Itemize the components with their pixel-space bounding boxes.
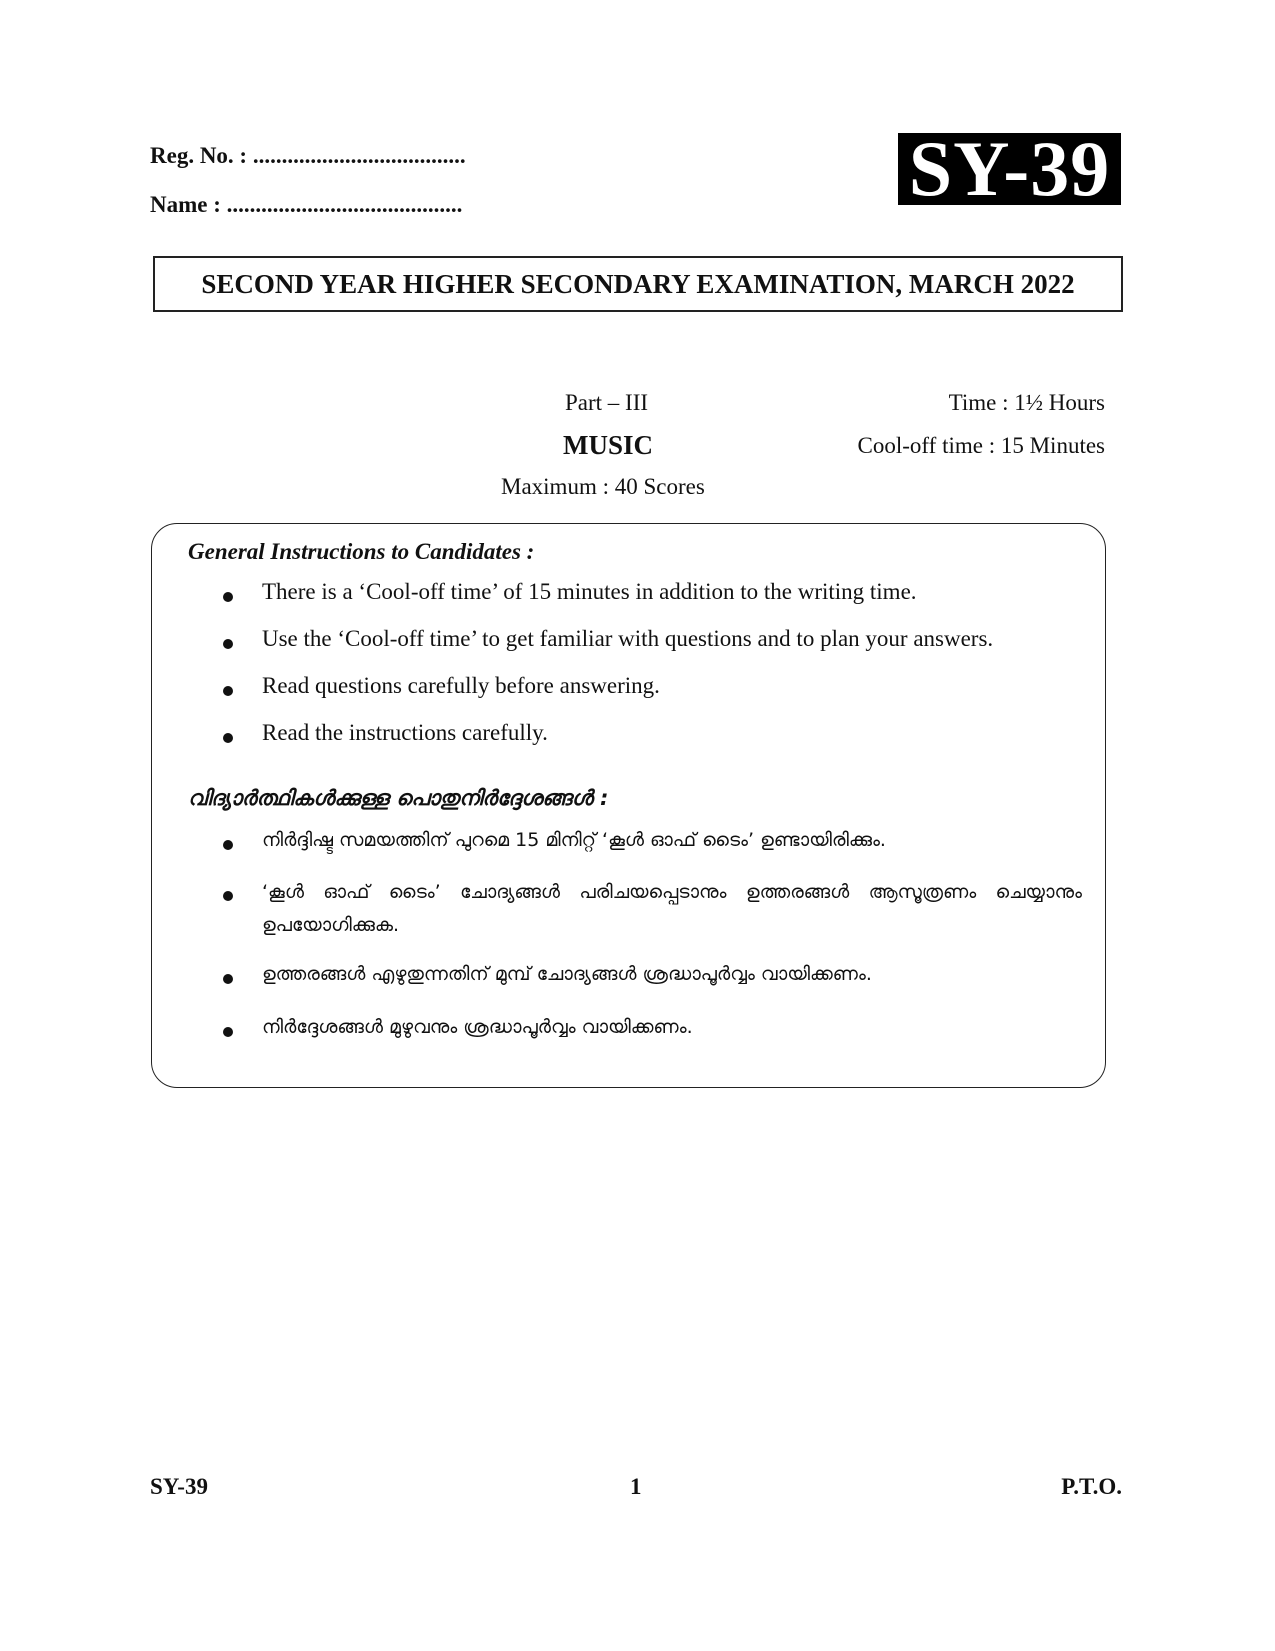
instruction-item-en: Read questions carefully before answering. — [262, 673, 660, 698]
bullet-icon — [223, 592, 233, 602]
subject-title: MUSIC — [563, 430, 654, 460]
instruction-item-ml: നിർദ്ദിഷ്ട സമയത്തിന് പുറമെ 15 മിനിറ്റ് ‘കൂൾ ഓഫ് ടൈം’ ഉണ്ടായിരിക്കും. — [262, 829, 886, 851]
part-label: Part – III — [565, 390, 649, 415]
time-allowed: Time : 1½ Hours — [948, 390, 1105, 415]
instruction-item-en: Use the ‘Cool-off time’ to get familiar with questions and to plan your answers. — [262, 626, 994, 651]
please-turn-over: P.T.O. — [1061, 1474, 1122, 1499]
reg-no-field: Reg. No. : ..................................... — [150, 143, 466, 168]
instructions-heading-malayalam: വിദ്യാർത്ഥികൾക്കുള്ള പൊതുനിർദ്ദേശങ്ങൾ : — [188, 786, 609, 810]
footer-paper-code: SY-39 — [150, 1474, 208, 1499]
bullet-icon — [223, 639, 233, 649]
paper-code-badge: SY-39 — [898, 133, 1121, 205]
name-field: Name : ......................................... — [150, 192, 463, 217]
instruction-item-ml: നിർദ്ദേശങ്ങൾ മുഴുവനും ശ്രദ്ധാപൂർവ്വം വായിക്കണം. — [262, 1016, 693, 1038]
max-score: Maximum : 40 Scores — [501, 474, 705, 499]
instructions-heading-english: General Instructions to Candidates : — [188, 539, 535, 564]
instruction-item-ml: ‘കൂൾ ഓഫ് ടൈം’ ചോദ്യങ്ങൾ പരിചയപ്പെടാനും ഉത്തരങ്ങൾ ആസൂത്രണം ചെയ്യാനും ഉപയോഗിക്കുക. — [262, 881, 1082, 936]
bullet-icon — [223, 974, 233, 984]
bullet-icon — [223, 891, 233, 901]
cooloff-time: Cool-off time : 15 Minutes — [857, 433, 1105, 458]
bullet-icon — [223, 686, 233, 696]
instruction-item-en: Read the instructions carefully. — [262, 720, 548, 745]
exam-title: SECOND YEAR HIGHER SECONDARY EXAMINATION, MARCH 2022 — [153, 256, 1123, 312]
instruction-item-ml: ഉത്തരങ്ങൾ എഴുതുന്നതിന് മുമ്പ് ചോദ്യങ്ങൾ ശ്രദ്ധാപൂർവ്വം വായിക്കണം. — [262, 963, 872, 985]
bullet-icon — [223, 840, 233, 850]
bullet-icon — [223, 1027, 233, 1037]
bullet-icon — [223, 733, 233, 743]
instruction-item-en: There is a ‘Cool-off time’ of 15 minutes in addition to the writing time. — [262, 579, 917, 604]
page-number: 1 — [630, 1474, 642, 1499]
